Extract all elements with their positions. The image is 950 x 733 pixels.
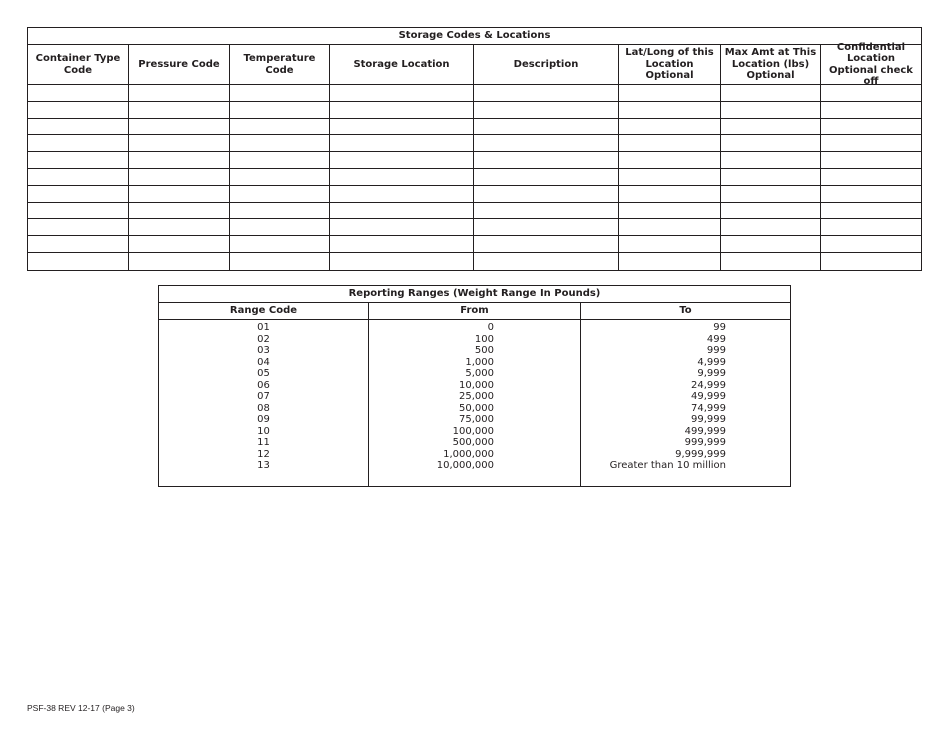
storage-cell-description[interactable] (474, 135, 619, 152)
storage-cell-max-amount[interactable] (721, 102, 821, 119)
storage-cell-pressure-code[interactable] (129, 236, 230, 253)
storage-cell-container-type-code[interactable] (28, 236, 129, 253)
storage-cell-description[interactable] (474, 119, 619, 136)
range-code-value: 01 (257, 322, 270, 333)
header-description: Description (474, 45, 619, 85)
range-from-value: 100 (474, 333, 494, 345)
range-from-value: 500 (474, 345, 494, 356)
storage-cell-temperature-code[interactable] (230, 186, 330, 203)
range-to-value: 499 (706, 333, 726, 345)
range-from-value: 10,000 (459, 379, 494, 391)
range-code-value: 03 (257, 345, 270, 356)
range-to-value: 999,999 (684, 437, 726, 448)
storage-cell-pressure-code[interactable] (129, 135, 230, 152)
storage-cell-temperature-code[interactable] (230, 203, 330, 220)
range-to-value: 999 (706, 345, 726, 356)
storage-cell-temperature-code[interactable] (230, 219, 330, 236)
storage-cell-max-amount[interactable] (721, 119, 821, 136)
storage-cell-storage-location[interactable] (330, 152, 474, 169)
range-from-value: 1,000 (465, 356, 494, 368)
storage-cell-confidential-location[interactable] (821, 169, 921, 186)
range-to-value: Greater than 10 million (609, 460, 726, 471)
range-code-value: 13 (257, 460, 270, 471)
storage-cell-temperature-code[interactable] (230, 152, 330, 169)
storage-cell-confidential-location[interactable] (821, 186, 921, 203)
storage-cell-storage-location[interactable] (330, 102, 474, 119)
range-code-value: 10 (257, 425, 270, 437)
range-code-value: 11 (257, 437, 270, 448)
storage-cell-description[interactable] (474, 253, 619, 270)
range-to-value: 24,999 (691, 379, 726, 391)
storage-cell-pressure-code[interactable] (129, 85, 230, 102)
range-to-value: 74,999 (691, 402, 726, 414)
range-to-value: 49,999 (691, 391, 726, 402)
range-code-value: 12 (257, 448, 270, 460)
storage-cell-container-type-code[interactable] (28, 135, 129, 152)
range-to-value: 99,999 (691, 414, 726, 425)
storage-cell-max-amount[interactable] (721, 135, 821, 152)
storage-cell-max-amount[interactable] (721, 169, 821, 186)
range-from-value: 500,000 (452, 437, 494, 448)
range-code-value: 08 (257, 402, 270, 414)
storage-cell-lat-long[interactable] (619, 119, 721, 136)
storage-cell-pressure-code[interactable] (129, 119, 230, 136)
storage-cell-confidential-location[interactable] (821, 152, 921, 169)
storage-cell-confidential-location[interactable] (821, 236, 921, 253)
range-from-value: 25,000 (459, 391, 494, 402)
storage-cell-storage-location[interactable] (330, 169, 474, 186)
range-to-value: 499,999 (684, 425, 726, 437)
reporting-ranges-table (158, 285, 791, 487)
storage-cell-temperature-code[interactable] (230, 119, 330, 136)
storage-cell-confidential-location[interactable] (821, 253, 921, 270)
range-code-value: 07 (257, 391, 270, 402)
from-header: From (369, 303, 580, 320)
storage-cell-lat-long[interactable] (619, 85, 721, 102)
range-code-column (159, 303, 369, 486)
form-footer: PSF-38 REV 12-17 (Page 3) (27, 703, 135, 713)
range-from-value: 0 (487, 322, 494, 333)
storage-cell-confidential-location[interactable] (821, 119, 921, 136)
storage-cell-pressure-code[interactable] (129, 169, 230, 186)
storage-cell-temperature-code[interactable] (230, 253, 330, 270)
storage-codes-table (27, 27, 922, 271)
storage-cell-lat-long[interactable] (619, 152, 721, 169)
storage-cell-lat-long[interactable] (619, 186, 721, 203)
storage-cell-pressure-code[interactable] (129, 203, 230, 220)
storage-cell-max-amount[interactable] (721, 152, 821, 169)
storage-cell-lat-long[interactable] (619, 236, 721, 253)
storage-cell-confidential-location[interactable] (821, 135, 921, 152)
storage-cell-max-amount[interactable] (721, 203, 821, 220)
header-storage-location: Storage Location (330, 45, 474, 85)
storage-cell-storage-location[interactable] (330, 85, 474, 102)
storage-cell-pressure-code[interactable] (129, 186, 230, 203)
header-temperature-code: Temperature Code (230, 45, 330, 85)
storage-cell-lat-long[interactable] (619, 203, 721, 220)
header-pressure-code: Pressure Code (129, 45, 230, 85)
storage-cell-description[interactable] (474, 102, 619, 119)
storage-cell-temperature-code[interactable] (230, 102, 330, 119)
to-column (581, 303, 790, 486)
range-from-value: 75,000 (459, 414, 494, 425)
storage-cell-max-amount[interactable] (721, 219, 821, 236)
storage-cell-pressure-code[interactable] (129, 253, 230, 270)
storage-cell-storage-location[interactable] (330, 186, 474, 203)
range-code-value: 09 (257, 414, 270, 425)
storage-table-title: Storage Codes & Locations (28, 28, 921, 45)
storage-cell-temperature-code[interactable] (230, 85, 330, 102)
storage-cell-description[interactable] (474, 152, 619, 169)
storage-cell-temperature-code[interactable] (230, 236, 330, 253)
range-to-value: 9,999,999 (675, 448, 726, 460)
header-lat-long: Lat/Long of this Location Optional (619, 45, 721, 85)
from-column (369, 303, 581, 486)
range-from-value: 1,000,000 (443, 448, 494, 460)
storage-cell-storage-location[interactable] (330, 203, 474, 220)
storage-cell-max-amount[interactable] (721, 85, 821, 102)
range-code-value: 02 (257, 333, 270, 345)
storage-cell-lat-long[interactable] (619, 219, 721, 236)
range-from-value: 10,000,000 (436, 460, 494, 471)
storage-cell-confidential-location[interactable] (821, 219, 921, 236)
range-code-value: 06 (257, 379, 270, 391)
storage-cell-container-type-code[interactable] (28, 186, 129, 203)
storage-cell-pressure-code[interactable] (129, 102, 230, 119)
range-to-value: 99 (713, 322, 726, 333)
storage-cell-storage-location[interactable] (330, 236, 474, 253)
storage-cell-description[interactable] (474, 219, 619, 236)
range-to-value: 4,999 (697, 356, 726, 368)
range-from-value: 50,000 (459, 402, 494, 414)
storage-cell-confidential-location[interactable] (821, 85, 921, 102)
storage-cell-lat-long[interactable] (619, 135, 721, 152)
storage-cell-max-amount[interactable] (721, 236, 821, 253)
storage-cell-container-type-code[interactable] (28, 152, 129, 169)
storage-cell-description[interactable] (474, 85, 619, 102)
storage-cell-lat-long[interactable] (619, 102, 721, 119)
storage-cell-pressure-code[interactable] (129, 152, 230, 169)
storage-cell-temperature-code[interactable] (230, 169, 330, 186)
storage-cell-pressure-code[interactable] (129, 219, 230, 236)
range-from-value: 5,000 (465, 368, 494, 379)
storage-cell-storage-location[interactable] (330, 135, 474, 152)
storage-cell-storage-location[interactable] (330, 119, 474, 136)
storage-cell-max-amount[interactable] (721, 253, 821, 270)
storage-grid (28, 41, 921, 270)
storage-cell-description[interactable] (474, 236, 619, 253)
storage-cell-container-type-code[interactable] (28, 253, 129, 270)
range-code-value: 05 (257, 368, 270, 379)
header-max-amount: Max Amt at This Location (lbs) Optional (721, 45, 821, 85)
storage-cell-storage-location[interactable] (330, 219, 474, 236)
storage-cell-container-type-code[interactable] (28, 119, 129, 136)
to-header: To (581, 303, 790, 320)
storage-cell-container-type-code[interactable] (28, 169, 129, 186)
storage-cell-max-amount[interactable] (721, 186, 821, 203)
storage-cell-lat-long[interactable] (619, 169, 721, 186)
range-from-value: 100,000 (452, 425, 494, 437)
storage-cell-container-type-code[interactable] (28, 102, 129, 119)
storage-cell-description[interactable] (474, 169, 619, 186)
range-code-header: Range Code (159, 303, 368, 320)
storage-cell-confidential-location[interactable] (821, 203, 921, 220)
ranges-table-title: Reporting Ranges (Weight Range In Pounds) (159, 286, 790, 303)
storage-cell-container-type-code[interactable] (28, 203, 129, 220)
storage-cell-container-type-code[interactable] (28, 85, 129, 102)
storage-cell-lat-long[interactable] (619, 253, 721, 270)
header-confidential-location: Confidential Location Optional check off (821, 45, 921, 85)
range-to-value: 9,999 (697, 368, 726, 379)
storage-cell-container-type-code[interactable] (28, 219, 129, 236)
storage-cell-description[interactable] (474, 186, 619, 203)
storage-cell-temperature-code[interactable] (230, 135, 330, 152)
storage-cell-description[interactable] (474, 203, 619, 220)
storage-cell-confidential-location[interactable] (821, 102, 921, 119)
range-code-value: 04 (257, 356, 270, 368)
storage-cell-storage-location[interactable] (330, 253, 474, 270)
header-container-type-code: Container Type Code (28, 45, 129, 85)
